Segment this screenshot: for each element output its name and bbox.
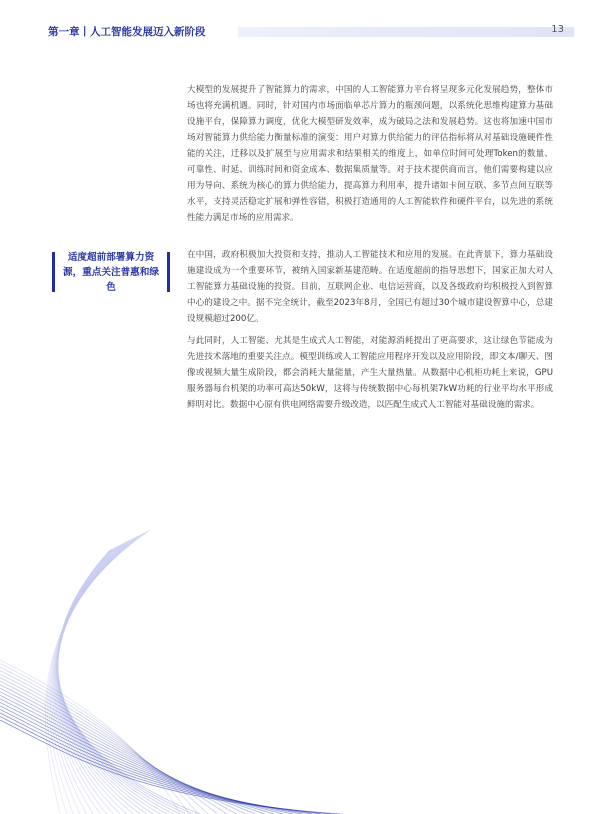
paragraph-1: 大模型的发展提升了智能算力的需求，中国的人工智能算力平台将呈现多元化发展趋势，整体市场也将充满机遇。同时，针对国内市场面临单芯片算力的瓶颈问题，以系统化思维构建算力基础设施平台，保障算力调度，优化大模型研发效率，成为破局之法和发展趋势。这也将加速中国市场对智能算力供给能力衡量标准的演变：用户对算力供给能力的评估指标将从对基础设施硬件性能的关注，迁移以及扩展至与应用需求和结果相关的维度上，如单位时间可处理Token的数量、可靠性、时延、训练时间和资金成本、数据集质量等。对于技术提供商而言，他们需要构建以应用为导向、系统为核心的算力供给能力，提高算力利用率，提升诸如卡间互联、多节点间互联等水平，支持灵活稳定扩展和弹性容错，积极打造通用的人工智能软件和硬件平台，以先进的系统性能力满足市场的应用需求。: [187, 85, 553, 223]
wave-line: [58, 550, 200, 814]
wave-line: [57, 542, 146, 814]
paragraph-2: 在中国，政府积极加大投资和支持，推动人工智能技术和应用的发展。在此背景下，算力基础设施建设成为一个重要环节，被纳入国家新基建范畴。在适度超前的指导思想下，国家正加大对人工智能算力基础设施的投资。目前，互联网企业、电信运营商，以及各级政府均积极投入到智算中心的建设之中。据不完全统计，截至2023年8月，全国已有超过30个城市建设智算中心，总建设规模超过200亿。: [187, 250, 553, 324]
header-bar: [238, 27, 574, 37]
chapter-title: 第一章丨人工智能发展迈入新阶段: [48, 26, 206, 38]
callout-box: [52, 252, 170, 292]
page-header: [48, 24, 564, 40]
decorative-wave-lines: [0, 500, 600, 814]
page-number: 13: [551, 24, 564, 35]
callout-text: 适度超前部署算力资源，重点关注普惠和绿色: [63, 251, 159, 293]
paragraph-3: 与此同时，人工智能、尤其是生成式人工智能，对能源消耗提出了更高要求，这让绿色节能成为先进技术落地的重要关注点。模型训练或人工智能应用程序开发以及应用阶段，即文本/聊天、图像或视频大量生成阶段，都会消耗大量能量，产生大量热量。从数据中心机柜功耗上来说，GPU服务器每台机架的功率可高达50kW，这将与传统数据中心每机架7kW功耗的行业平均水平形成鲜明对比。数据中心原有供电网络需要升级改造，以匹配生成式人工智能对基础设施的需求。: [187, 336, 553, 410]
wave-line: [0, 699, 284, 814]
wave-line: [57, 541, 140, 814]
wave-line: [0, 702, 293, 814]
wave-line: [0, 671, 208, 814]
